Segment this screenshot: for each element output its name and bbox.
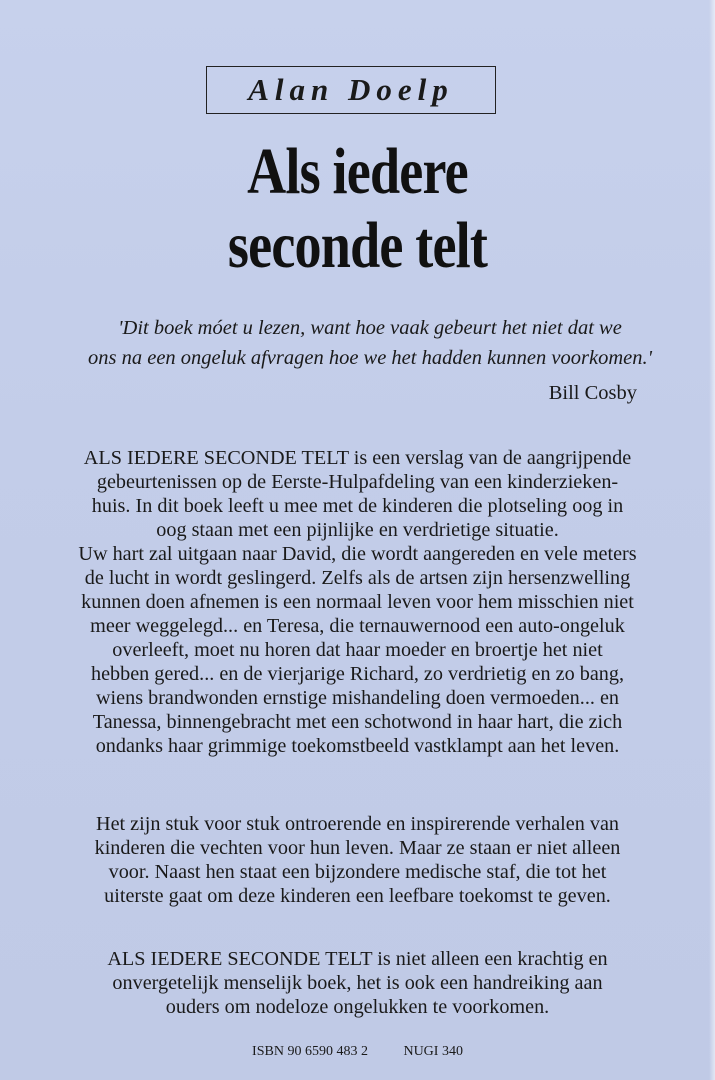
blurb-line: gebeurtenissen op de Eerste-Hulpafdeling van een kinderzieken- — [96, 471, 619, 493]
title-line: Als iedere — [247, 135, 468, 208]
blurb-line: meer weggelegd... en Teresa, die ternauwernood een auto-ongeluk — [90, 615, 625, 637]
blurb-paragraph — [30, 812, 685, 908]
blurb-line: ouders om nodeloze ongelukken te voorkomen. — [165, 996, 550, 1018]
blurb-paragraph — [30, 947, 685, 1019]
publication-codes — [0, 1044, 715, 1060]
endorsement-quote — [60, 313, 680, 373]
blurb-line: huis. In dit boek leeft u mee met de kinderen die plotseling oog in — [91, 495, 624, 517]
author-name: Alan Doelp — [248, 72, 454, 107]
blurb-line: ondanks haar grimmige toekomstbeeld vastklampt aan het leven. — [95, 735, 620, 757]
title-line: seconde telt — [227, 209, 488, 282]
blurb-line: ALS IEDERE SECONDE TELT is een verslag van de aangrijpende — [83, 447, 632, 469]
nugi-code: NUGI 340 — [403, 1044, 463, 1059]
quote-line: ons na een ongeluk afvragen hoe we het hadden kunnen voorkomen.' — [88, 347, 652, 369]
blurb-line: Uw hart zal uitgaan naar David, die wordt aangereden en vele meters — [78, 543, 637, 565]
blurb-line: overleeft, moet nu horen dat haar moeder en broertje het niet — [112, 639, 603, 661]
isbn-number: ISBN 90 6590 483 2 — [252, 1044, 368, 1059]
blurb-line: hebben gered... en de vierjarige Richard, zo verdrietig en zo bang, — [90, 663, 625, 685]
blurb-line: kunnen doen afnemen is een normaal leven voor hem misschien niet — [81, 591, 634, 613]
blurb-line: oog staan met een pijnlijke en verdrietige situatie. — [156, 519, 559, 541]
quote-line: 'Dit boek móet u lezen, want hoe vaak gebeurt het niet dat we — [118, 317, 622, 339]
blurb-line: Tanessa, binnengebracht met een schotwond in haar hart, die zich — [92, 711, 623, 733]
book-title — [64, 135, 650, 283]
blurb-line: ALS IEDERE SECONDE TELT is niet alleen een krachtig en — [107, 948, 608, 970]
blurb-line: onvergetelijk menselijk boek, het is ook een handreiking aan — [112, 972, 603, 994]
blurb-line: kinderen die vechten voor hun leven. Maar ze staan er niet alleen — [94, 837, 621, 859]
blurb-line: wiens brandwonden ernstige mishandeling doen vermoeden... en — [95, 687, 620, 709]
blurb-line: Het zijn stuk voor stuk ontroerende en inspirerende verhalen van — [95, 813, 620, 835]
author-box — [206, 66, 496, 114]
quote-author: Bill Cosby — [548, 382, 637, 404]
blurb-line: uiterste gaat om deze kinderen een leefbare toekomst te geven. — [104, 885, 611, 907]
blurb-line: voor. Naast hen staat een bijzondere medische staf, die tot het — [108, 861, 607, 883]
blurb-paragraph — [30, 446, 685, 758]
blurb-line: de lucht in wordt geslingerd. Zelfs als de artsen zijn hersenzwelling — [84, 567, 631, 589]
